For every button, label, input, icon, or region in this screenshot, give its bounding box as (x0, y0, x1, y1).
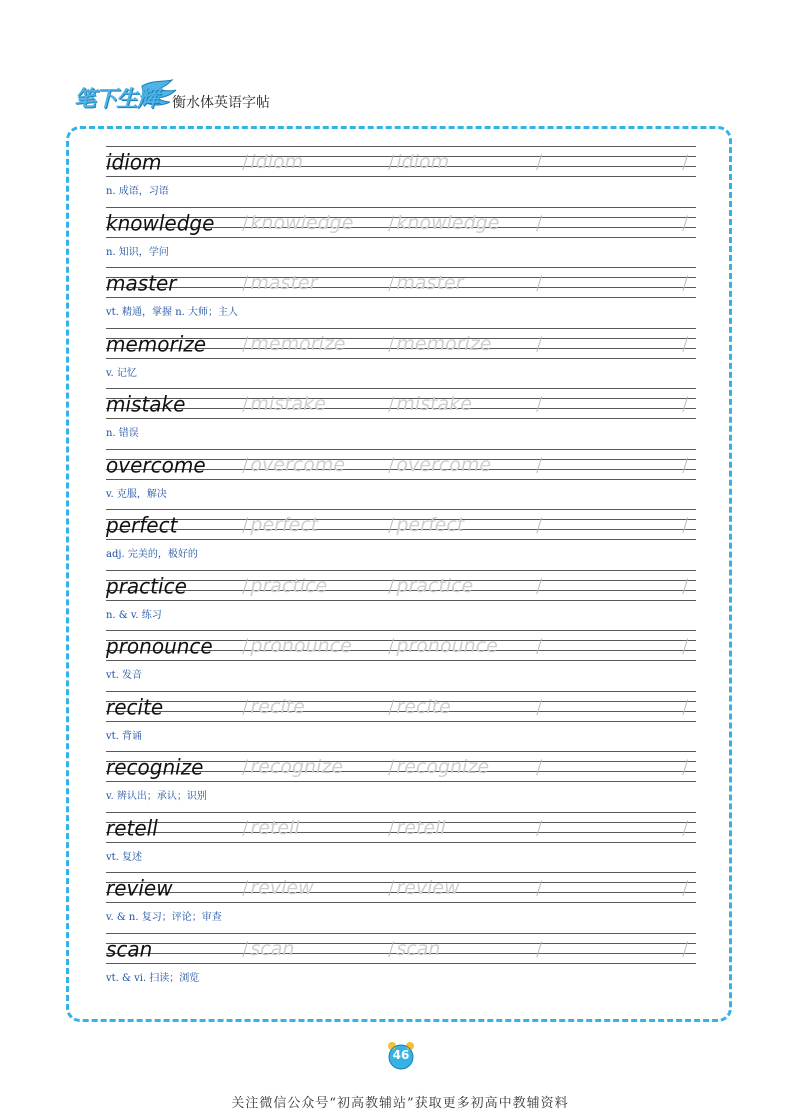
trace-slot (388, 629, 498, 663)
word-meaning: v. 记忆 (106, 367, 137, 379)
slash-divider-icon: / (388, 151, 395, 173)
trace-slot (242, 750, 343, 784)
trace-slot (536, 750, 544, 784)
trace-word: master (396, 272, 464, 294)
trace-slot (388, 871, 460, 905)
word-meaning: vt. 精通，掌握 n. 大师；主人 (106, 307, 239, 318)
trace-slot (242, 932, 294, 966)
word-meaning: v. 辨认出；承认；识别 (106, 791, 207, 802)
trace-word: recognize (250, 756, 344, 778)
trace-slot (682, 932, 690, 966)
practice-row (106, 324, 696, 385)
slash-divider-icon: / (242, 756, 249, 778)
slash-divider-icon: / (388, 393, 395, 415)
slash-divider-icon: / (682, 937, 689, 960)
slash-divider-icon: / (536, 816, 543, 839)
word-meaning: v. 克服，解决 (106, 488, 167, 500)
practice-row (106, 142, 696, 203)
trace-word: idiom (396, 151, 450, 173)
practice-rows (106, 142, 696, 989)
word-meaning: adj. 完美的，极好的 (106, 549, 198, 560)
slash-divider-icon: / (388, 756, 395, 778)
trace-slot (682, 327, 690, 361)
slash-divider-icon: / (682, 453, 689, 476)
trace-slot (242, 871, 314, 905)
trace-slot (242, 327, 346, 361)
slash-divider-icon: / (682, 151, 689, 173)
word-meaning: vt. 复述 (106, 851, 143, 863)
vocab-word: pronounce (106, 633, 213, 659)
practice-row (106, 808, 696, 869)
trace-slot (536, 629, 544, 663)
vocab-word: recite (106, 693, 164, 720)
slash-divider-icon: / (388, 272, 395, 294)
vocab-word: knowledge (106, 209, 215, 236)
brand-logo (72, 78, 182, 118)
trace-slot (242, 690, 305, 724)
practice-row (106, 626, 696, 687)
trace-word: mistake (396, 393, 472, 415)
trace-word: master (250, 272, 318, 294)
slash-divider-icon: / (536, 695, 543, 718)
trace-slot (682, 206, 690, 240)
slash-divider-icon: / (536, 635, 543, 657)
trace-word: scan (250, 937, 295, 960)
trace-word: overcome (250, 453, 346, 476)
trace-slot (388, 327, 492, 361)
slash-divider-icon: / (388, 211, 395, 234)
slash-divider-icon: / (242, 816, 249, 839)
trace-slot (242, 508, 318, 542)
trace-slot (536, 448, 544, 482)
slash-divider-icon: / (242, 574, 249, 597)
slash-divider-icon: / (682, 211, 689, 234)
trace-slot (242, 629, 352, 663)
page-number: 46 (392, 1048, 410, 1062)
trace-slot (242, 448, 345, 482)
slash-divider-icon: / (536, 151, 543, 173)
trace-slot (536, 508, 544, 542)
trace-slot (682, 871, 690, 905)
word-meaning: n. 错误 (106, 428, 139, 439)
page-subtitle: 衡水体英语字帖 (172, 95, 270, 111)
trace-word: retell (396, 816, 446, 839)
trace-slot (682, 690, 690, 724)
word-meaning: v. & n. 复习；评论；审查 (106, 912, 222, 923)
page-header (72, 78, 472, 122)
trace-word: idiom (250, 151, 304, 173)
trace-word: memorize (396, 332, 492, 355)
trace-word: knowledge (250, 211, 354, 234)
slash-divider-icon: / (388, 453, 395, 476)
trace-slot (242, 206, 353, 240)
slash-divider-icon: / (536, 514, 543, 536)
slash-divider-icon: / (388, 635, 395, 657)
slash-divider-icon: / (242, 695, 249, 718)
practice-row (106, 505, 696, 566)
logo-text: 笔下生辉 (74, 87, 159, 112)
practice-row (106, 445, 696, 506)
word-meaning: n. 知识，学问 (106, 246, 169, 258)
slash-divider-icon: / (682, 272, 689, 294)
trace-slot (536, 569, 544, 603)
slash-divider-icon: / (682, 574, 689, 597)
trace-word: scan (396, 937, 441, 960)
word-meaning: n. 成语，习语 (106, 186, 169, 197)
trace-slot (388, 690, 451, 724)
trace-word: recite (250, 695, 305, 718)
slash-divider-icon: / (388, 332, 395, 355)
trace-word: mistake (250, 393, 326, 415)
vocab-word: mistake (106, 391, 186, 417)
trace-word: overcome (396, 453, 492, 476)
slash-divider-icon: / (242, 272, 249, 294)
trace-slot (388, 206, 499, 240)
slash-divider-icon: / (242, 211, 249, 234)
trace-slot (388, 508, 464, 542)
trace-word: perfect (396, 514, 465, 536)
slash-divider-icon: / (242, 514, 249, 536)
trace-slot (242, 145, 303, 179)
vocab-word: idiom (106, 149, 162, 175)
slash-divider-icon: / (682, 877, 689, 899)
vocab-word: memorize (106, 330, 207, 357)
trace-slot (388, 266, 463, 300)
slash-divider-icon: / (388, 574, 395, 597)
slash-divider-icon: / (536, 332, 543, 355)
trace-word: recite (396, 695, 451, 718)
vocab-word: perfect (106, 512, 178, 538)
slash-divider-icon: / (682, 695, 689, 718)
trace-word: recognize (396, 756, 490, 778)
trace-slot (242, 266, 317, 300)
practice-row (106, 203, 696, 264)
slash-divider-icon: / (388, 937, 395, 960)
trace-word: knowledge (396, 211, 500, 234)
slash-divider-icon: / (682, 332, 689, 355)
slash-divider-icon: / (682, 816, 689, 839)
slash-divider-icon: / (242, 453, 249, 476)
trace-slot (682, 629, 690, 663)
slash-divider-icon: / (536, 393, 543, 415)
trace-slot (682, 508, 690, 542)
trace-slot (388, 448, 491, 482)
trace-slot (682, 569, 690, 603)
trace-word: memorize (250, 332, 346, 355)
word-meaning: vt. & vi. 扫读；浏览 (106, 972, 200, 984)
vocab-word: practice (106, 572, 187, 599)
trace-slot (682, 145, 690, 179)
slash-divider-icon: / (242, 877, 249, 899)
trace-slot (682, 750, 690, 784)
slash-divider-icon: / (536, 937, 543, 960)
trace-slot (536, 932, 544, 966)
trace-slot (536, 206, 544, 240)
slash-divider-icon: / (242, 937, 249, 960)
trace-slot (242, 387, 326, 421)
footer-note: 关注微信公众号“初高教辅站”获取更多初高中教辅资料 (231, 1096, 569, 1111)
trace-word: review (250, 877, 314, 899)
slash-divider-icon: / (536, 211, 543, 234)
trace-word: pronounce (396, 635, 498, 657)
trace-slot (536, 871, 544, 905)
slash-divider-icon: / (536, 272, 543, 294)
slash-divider-icon: / (388, 514, 395, 536)
slash-divider-icon: / (536, 756, 543, 778)
trace-slot (536, 266, 544, 300)
practice-row (106, 929, 696, 990)
slash-divider-icon: / (682, 635, 689, 657)
trace-slot (682, 811, 690, 845)
word-meaning: vt. 背诵 (106, 730, 143, 742)
practice-row (106, 687, 696, 748)
trace-slot (536, 690, 544, 724)
page-number-badge (386, 1041, 416, 1071)
slash-divider-icon: / (242, 393, 249, 415)
vocab-word: review (106, 875, 173, 901)
trace-slot (388, 932, 440, 966)
slash-divider-icon: / (242, 332, 249, 355)
vocab-word: recognize (106, 754, 204, 780)
slash-divider-icon: / (536, 453, 543, 476)
trace-word: review (396, 877, 460, 899)
practice-row (106, 384, 696, 445)
slash-divider-icon: / (682, 514, 689, 536)
trace-slot (536, 327, 544, 361)
practice-row (106, 566, 696, 627)
trace-slot (388, 387, 472, 421)
practice-row (106, 868, 696, 929)
vocab-word: overcome (106, 451, 206, 478)
slash-divider-icon: / (536, 574, 543, 597)
trace-slot (682, 448, 690, 482)
trace-slot (242, 811, 300, 845)
trace-slot (682, 266, 690, 300)
trace-word: practice (250, 574, 328, 597)
trace-slot (388, 811, 446, 845)
trace-word: perfect (250, 514, 319, 536)
slash-divider-icon: / (536, 877, 543, 899)
practice-row (106, 263, 696, 324)
vocab-word: scan (106, 935, 153, 962)
trace-word: practice (396, 574, 474, 597)
slash-divider-icon: / (242, 151, 249, 173)
slash-divider-icon: / (682, 393, 689, 415)
slash-divider-icon: / (388, 695, 395, 718)
word-meaning: n. & v. 练习 (106, 609, 162, 621)
vocab-word: retell (106, 814, 158, 841)
trace-slot (536, 145, 544, 179)
slash-divider-icon: / (388, 877, 395, 899)
trace-word: retell (250, 816, 300, 839)
trace-slot (242, 569, 327, 603)
trace-slot (536, 387, 544, 421)
practice-row (106, 747, 696, 808)
trace-slot (388, 145, 449, 179)
slash-divider-icon: / (388, 816, 395, 839)
trace-slot (388, 750, 489, 784)
slash-divider-icon: / (682, 756, 689, 778)
trace-slot (682, 387, 690, 421)
vocab-word: master (106, 270, 177, 296)
word-meaning: vt. 发音 (106, 670, 143, 681)
trace-slot (388, 569, 473, 603)
trace-slot (536, 811, 544, 845)
trace-word: pronounce (250, 635, 352, 657)
slash-divider-icon: / (242, 635, 249, 657)
